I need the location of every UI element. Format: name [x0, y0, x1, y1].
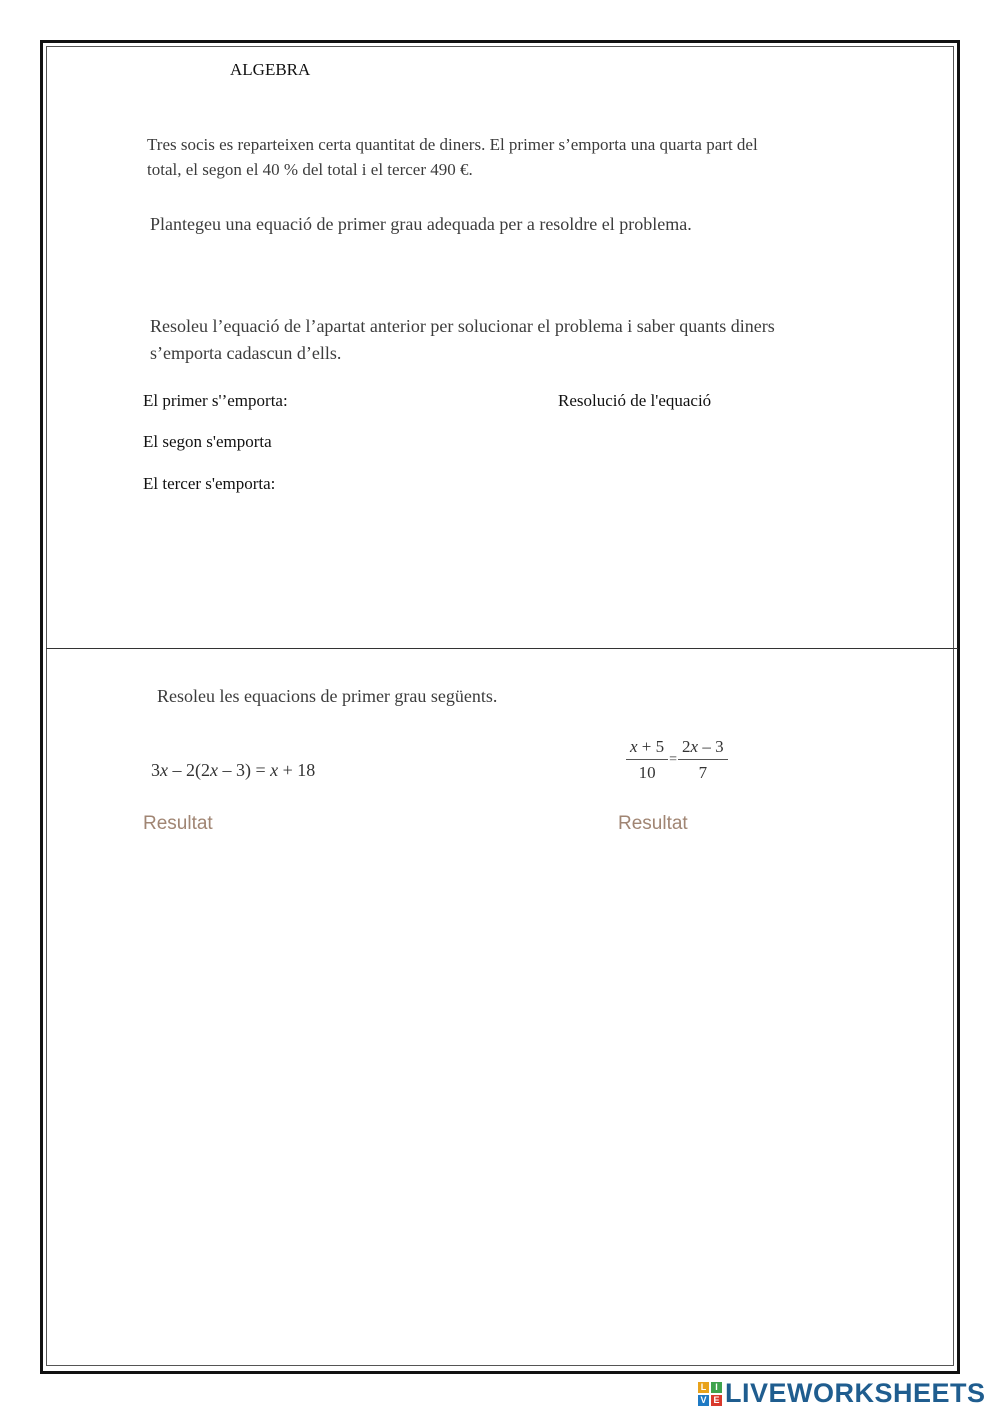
eq2-right-denominator: 7 — [698, 763, 708, 782]
liveworksheets-logo — [698, 1378, 986, 1409]
liveworksheets-logo-icon — [698, 1382, 722, 1406]
result-label-right: Resultat — [618, 813, 688, 834]
logo-icon-cell-l: L — [698, 1382, 709, 1393]
instruction-solve-line-2: s’emporta cadascun d’ells. — [150, 343, 342, 363]
problem-statement — [147, 132, 758, 182]
instruction-equation: Plantegeu una equació de primer grau adequada per a resoldre el problema. — [150, 214, 692, 234]
eq1-part-2: – 2(2 — [168, 760, 210, 780]
eq2-left-fraction — [626, 737, 668, 783]
eq2-left-denominator: 10 — [638, 763, 656, 782]
eq1-part-1: 3 — [151, 760, 160, 780]
instruction-solve — [150, 313, 775, 367]
label-equation-resolution: Resolució de l'equació — [558, 391, 712, 410]
eq2-right-numerator — [678, 737, 728, 760]
label-first-share: El primer s'’emporta: — [143, 391, 288, 410]
logo-icon-cell-v: V — [698, 1395, 709, 1406]
eq1-var-1: x — [160, 760, 168, 780]
eq2-equals-sign: = — [669, 752, 678, 767]
label-third-share: El tercer s'emporta: — [143, 474, 276, 493]
eq2-right-num-rest: – 3 — [698, 737, 724, 756]
instruction-solve-equations: Resoleu les equacions de primer grau següents. — [157, 686, 498, 706]
eq2-right-var: x — [690, 737, 699, 756]
section-divider — [46, 648, 958, 649]
instruction-solve-line-1: Resoleu l’equació de l’apartat anterior per solucionar el problema i saber quants diners — [150, 316, 775, 336]
liveworksheets-logo-text: LIVEWORKSHEETS — [725, 1378, 986, 1408]
eq1-part-3: – 3) = — [218, 760, 271, 780]
eq1-var-2: x — [210, 760, 218, 780]
eq1-var-3: x — [270, 760, 279, 780]
eq1-part-4: + 18 — [278, 760, 316, 780]
eq2-right-num-pre: 2 — [682, 737, 691, 756]
logo-icon-cell-e: E — [711, 1395, 722, 1406]
equation-2 — [626, 737, 728, 783]
equation-1 — [151, 760, 315, 781]
eq2-left-numerator — [626, 737, 668, 760]
label-second-share: El segon s'emporta — [143, 432, 272, 451]
eq2-left-var: x — [630, 737, 638, 756]
logo-icon-cell-i: I — [711, 1382, 722, 1393]
problem-statement-line-1: Tres socis es reparteixen certa quantitat de diners. El primer s’emporta una quarta part del — [147, 135, 758, 154]
eq2-right-fraction — [678, 737, 728, 783]
eq2-left-num-rest: + 5 — [637, 737, 665, 756]
problem-statement-line-2: total, el segon el 40 % del total i el tercer 490 €. — [147, 160, 473, 179]
result-label-left: Resultat — [143, 813, 213, 834]
page-title: ALGEBRA — [230, 60, 311, 79]
